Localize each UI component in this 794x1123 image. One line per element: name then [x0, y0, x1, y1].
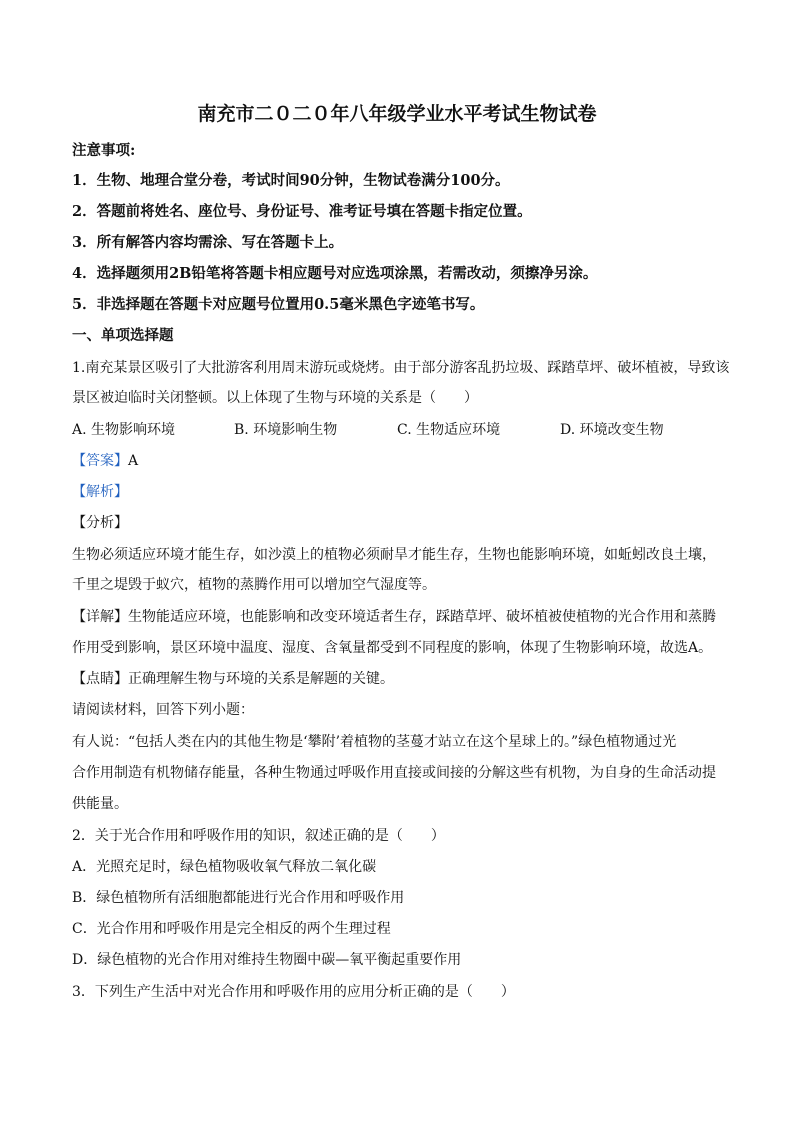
detail-line2: 作用受到影响，景区环境中温度、湿度、含氧量都受到不同程度的影响，体现了生物影响环境，故选A。	[72, 640, 713, 656]
material-line2: 合作用制造有机物储存能量，各种生物通过呼吸作用直接或间接的分解这些有机物，为自身的生命活动提	[72, 765, 716, 781]
notice-heading: 注意事项:	[72, 142, 136, 159]
detail-tag: 【详解】	[72, 609, 128, 625]
q2-option-b: B．绿色植物所有活细胞都能进行光合作用和呼吸作用	[72, 890, 405, 906]
notice-item-2: 2．答题前将姓名、座位号、身份证号、准考证号填在答题卡指定位置。	[72, 203, 532, 220]
q1-option-d: D. 环境改变生物	[560, 422, 664, 438]
q2-option-d: D．绿色植物的光合作用对维持生物圈中碳—氧平衡起重要作用	[72, 952, 462, 968]
material-line3: 供能量。	[72, 796, 128, 812]
material-line1: 有人说：“包括人类在内的其他生物是‘攀附’着植物的茎蔓才站立在这个星球上的。”绿色植物通过光	[72, 734, 677, 750]
notice-item-5: 5．非选择题在答题卡对应题号位置用0.5毫米黑色字迹笔书写。	[72, 296, 485, 313]
q1-answer	[72, 451, 138, 471]
q1-stem-line1: 1.南充某景区吸引了大批游客利用周末游玩或烧烤。由于部分游客乱扔垃圾、踩踏草坪、破坏植被，导致该	[72, 360, 730, 376]
fenxi-line1: 生物必须适应环境才能生存，如沙漠上的植物必须耐旱才能生存，生物也能影响环境，如蚯蚓改良土壤，	[72, 547, 716, 563]
analysis-tag: 【解析】	[72, 484, 128, 500]
material-intro: 请阅读材料，回答下列小题：	[72, 702, 254, 718]
fenxi-tag: 【分析】	[72, 515, 128, 531]
dianjing-text: 正确理解生物与环境的关系是解题的关键。	[128, 671, 394, 687]
q1-option-c: C. 生物适应环境	[397, 422, 501, 438]
q2-stem: 2．关于光合作用和呼吸作用的知识，叙述正确的是（ ）	[72, 828, 445, 844]
detail-line1	[72, 607, 716, 627]
dianjing-line	[72, 669, 394, 689]
answer-tag: 【答案】	[72, 453, 128, 469]
dianjing-tag: 【点睛】	[72, 671, 128, 687]
page-title: 南充市二０二０年八年级学业水平考试生物试卷	[197, 103, 597, 125]
answer-value: A	[128, 453, 139, 469]
q1-stem-line2: 景区被迫临时关闭整顿。以上体现了生物与环境的关系是（ ）	[72, 390, 478, 406]
q1-option-b: B. 环境影响生物	[234, 422, 338, 438]
section-heading: 一、单项选择题	[72, 327, 174, 344]
q2-option-a: A．光照充足时，绿色植物吸收氧气释放二氧化碳	[72, 859, 377, 875]
fenxi-line2: 千里之堤毁于蚁穴，植物的蒸腾作用可以增加空气湿度等。	[72, 577, 436, 593]
q1-option-a: A. 生物影响环境	[72, 422, 176, 438]
notice-item-4: 4．选择题须用2B铅笔将答题卡相应题号对应选项涂黑，若需改动，须擦净另涂。	[72, 265, 598, 282]
notice-item-3: 3．所有解答内容均需涂、写在答题卡上。	[72, 234, 344, 251]
detail-text: 生物能适应环境，也能影响和改变环境适者生存，踩踏草坪、破坏植被使植物的光合作用和蒸腾	[128, 609, 716, 625]
q2-option-c: C．光合作用和呼吸作用是完全相反的两个生理过程	[72, 921, 391, 937]
notice-item-1: 1．生物、地理合堂分卷，考试时间90分钟，生物试卷满分100分。	[72, 172, 510, 189]
q3-stem: 3．下列生产生活中对光合作用和呼吸作用的应用分析正确的是（ ）	[72, 984, 515, 1000]
